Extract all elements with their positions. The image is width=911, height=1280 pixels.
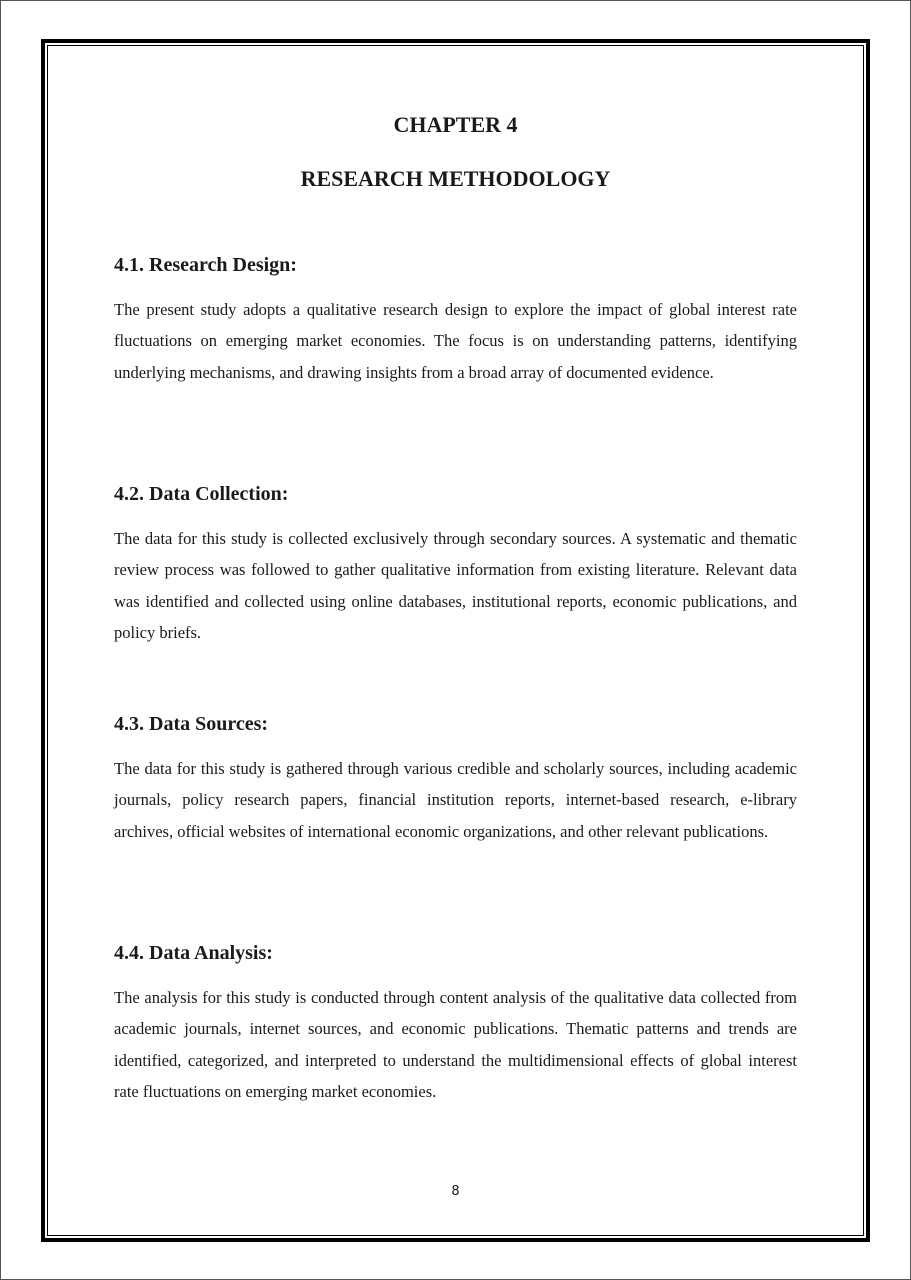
section-research-design: [114, 252, 797, 388]
section-data-collection: [114, 481, 797, 648]
section-heading: 4.2. Data Collection:: [114, 483, 289, 505]
section-heading: 4.4. Data Analysis:: [114, 942, 273, 964]
section-data-analysis: [114, 940, 797, 1107]
section-body: The data for this study is gathered through various credible and scholarly sources, including academic journals, policy research papers, financial institution reports, internet-based research, e-library archives, official websites of international economic organizations, and other relevant publications.: [114, 759, 797, 841]
section-heading: 4.1. Research Design:: [114, 254, 297, 276]
section-data-sources: [114, 711, 797, 847]
chapter-title: RESEARCH METHODOLOGY: [300, 166, 611, 191]
chapter-number: CHAPTER 4: [393, 112, 518, 137]
section-body: The present study adopts a qualitative research design to explore the impact of global interest rate fluctuations on emerging market economies. The focus is on understanding patterns, identifying underlying mechanisms, and drawing insights from a broad array of documented evidence.: [114, 300, 797, 382]
page-number: 8: [451, 1184, 460, 1199]
section-body: The data for this study is collected exclusively through secondary sources. A systematic and thematic review process was followed to gather qualitative information from existing literature. Relevant data was identified and collected using online databases, institutional reports, economic publications, and policy briefs.: [114, 529, 797, 642]
section-heading: 4.3. Data Sources:: [114, 713, 269, 735]
section-body: The analysis for this study is conducted through content analysis of the qualitative data collected from academic journals, internet sources, and economic publications. Thematic patterns and trends are identified, categorized, and interpreted to understand the multidimensional effects of global interest rate fluctuations on emerging market economies.: [114, 988, 797, 1101]
